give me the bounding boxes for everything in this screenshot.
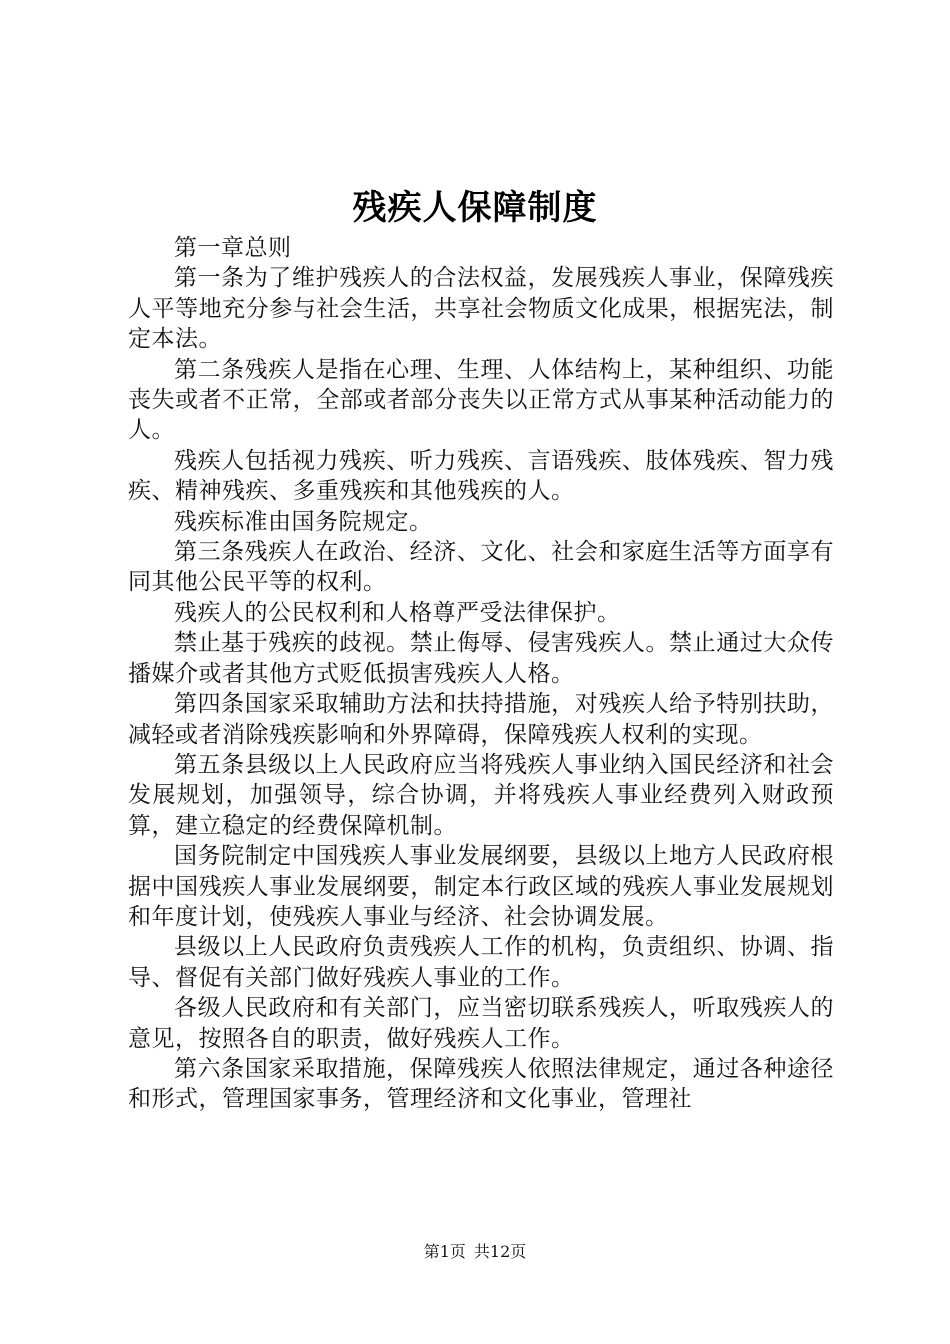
page-total: 共12页	[473, 1242, 527, 1261]
paragraph: 县级以上人民政府负责残疾人工作的机构，负责组织、协调、指导、督促有关部门做好残疾人事业的工作。	[128, 934, 834, 991]
paragraph: 第二条残疾人是指在心理、生理、人体结构上，某种组织、功能丧失或者不正常，全部或者部分丧失以正常方式从事某种活动能力的人。	[128, 356, 834, 444]
paragraph: 残疾人的公民权利和人格尊严受法律保护。	[174, 599, 621, 626]
document-body	[128, 233, 834, 1115]
document-title: 残疾人保障制度	[352, 188, 598, 228]
paragraph: 国务院制定中国残疾人事业发展纲要，县级以上地方人民政府根据中国残疾人事业发展纲要，制定本行政区域的残疾人事业发展规划和年度计划，使残疾人事业与经济、社会协调发展。	[128, 843, 834, 930]
paragraph: 第六条国家采取措施，保障残疾人依照法律规定，通过各种途径和形式，管理国家事务，管理经济和文化事业，管理社	[128, 1055, 834, 1113]
paragraph: 第三条残疾人在政治、经济、文化、社会和家庭生活等方面享有同其他公民平等的权利。	[128, 539, 834, 596]
paragraph: 第一章总则	[174, 235, 292, 261]
paragraph: 第五条县级以上人民政府应当将残疾人事业纳入国民经济和社会发展规划，加强领导，综合协调，并将残疾人事业经费列入财政预算，建立稳定的经费保障机制。	[128, 751, 834, 839]
paragraph: 各级人民政府和有关部门，应当密切联系残疾人，听取残疾人的意见，按照各自的职责，做好残疾人工作。	[128, 995, 834, 1052]
paragraph: 残疾人包括视力残疾、听力残疾、言语残疾、肢体残疾、智力残疾、精神残疾、多重残疾和其他残疾的人。	[128, 447, 834, 505]
page-number: 第1页	[423, 1242, 466, 1261]
paragraph: 第四条国家采取辅助方法和扶持措施，对残疾人给予特别扶助，减轻或者消除残疾影响和外界障碍，保障残疾人权利的实现。	[128, 691, 834, 748]
paragraph: 残疾标准由国务院规定。	[174, 508, 433, 535]
paragraph: 禁止基于残疾的歧视。禁止侮辱、侵害残疾人。禁止通过大众传播媒介或者其他方式贬低损害残疾人人格。	[128, 630, 834, 687]
paragraph: 第一条为了维护残疾人的合法权益，发展残疾人事业，保障残疾人平等地充分参与社会生活，共享社会物质文化成果，根据宪法，制定本法。	[128, 265, 834, 353]
page-footer	[0, 1241, 950, 1263]
